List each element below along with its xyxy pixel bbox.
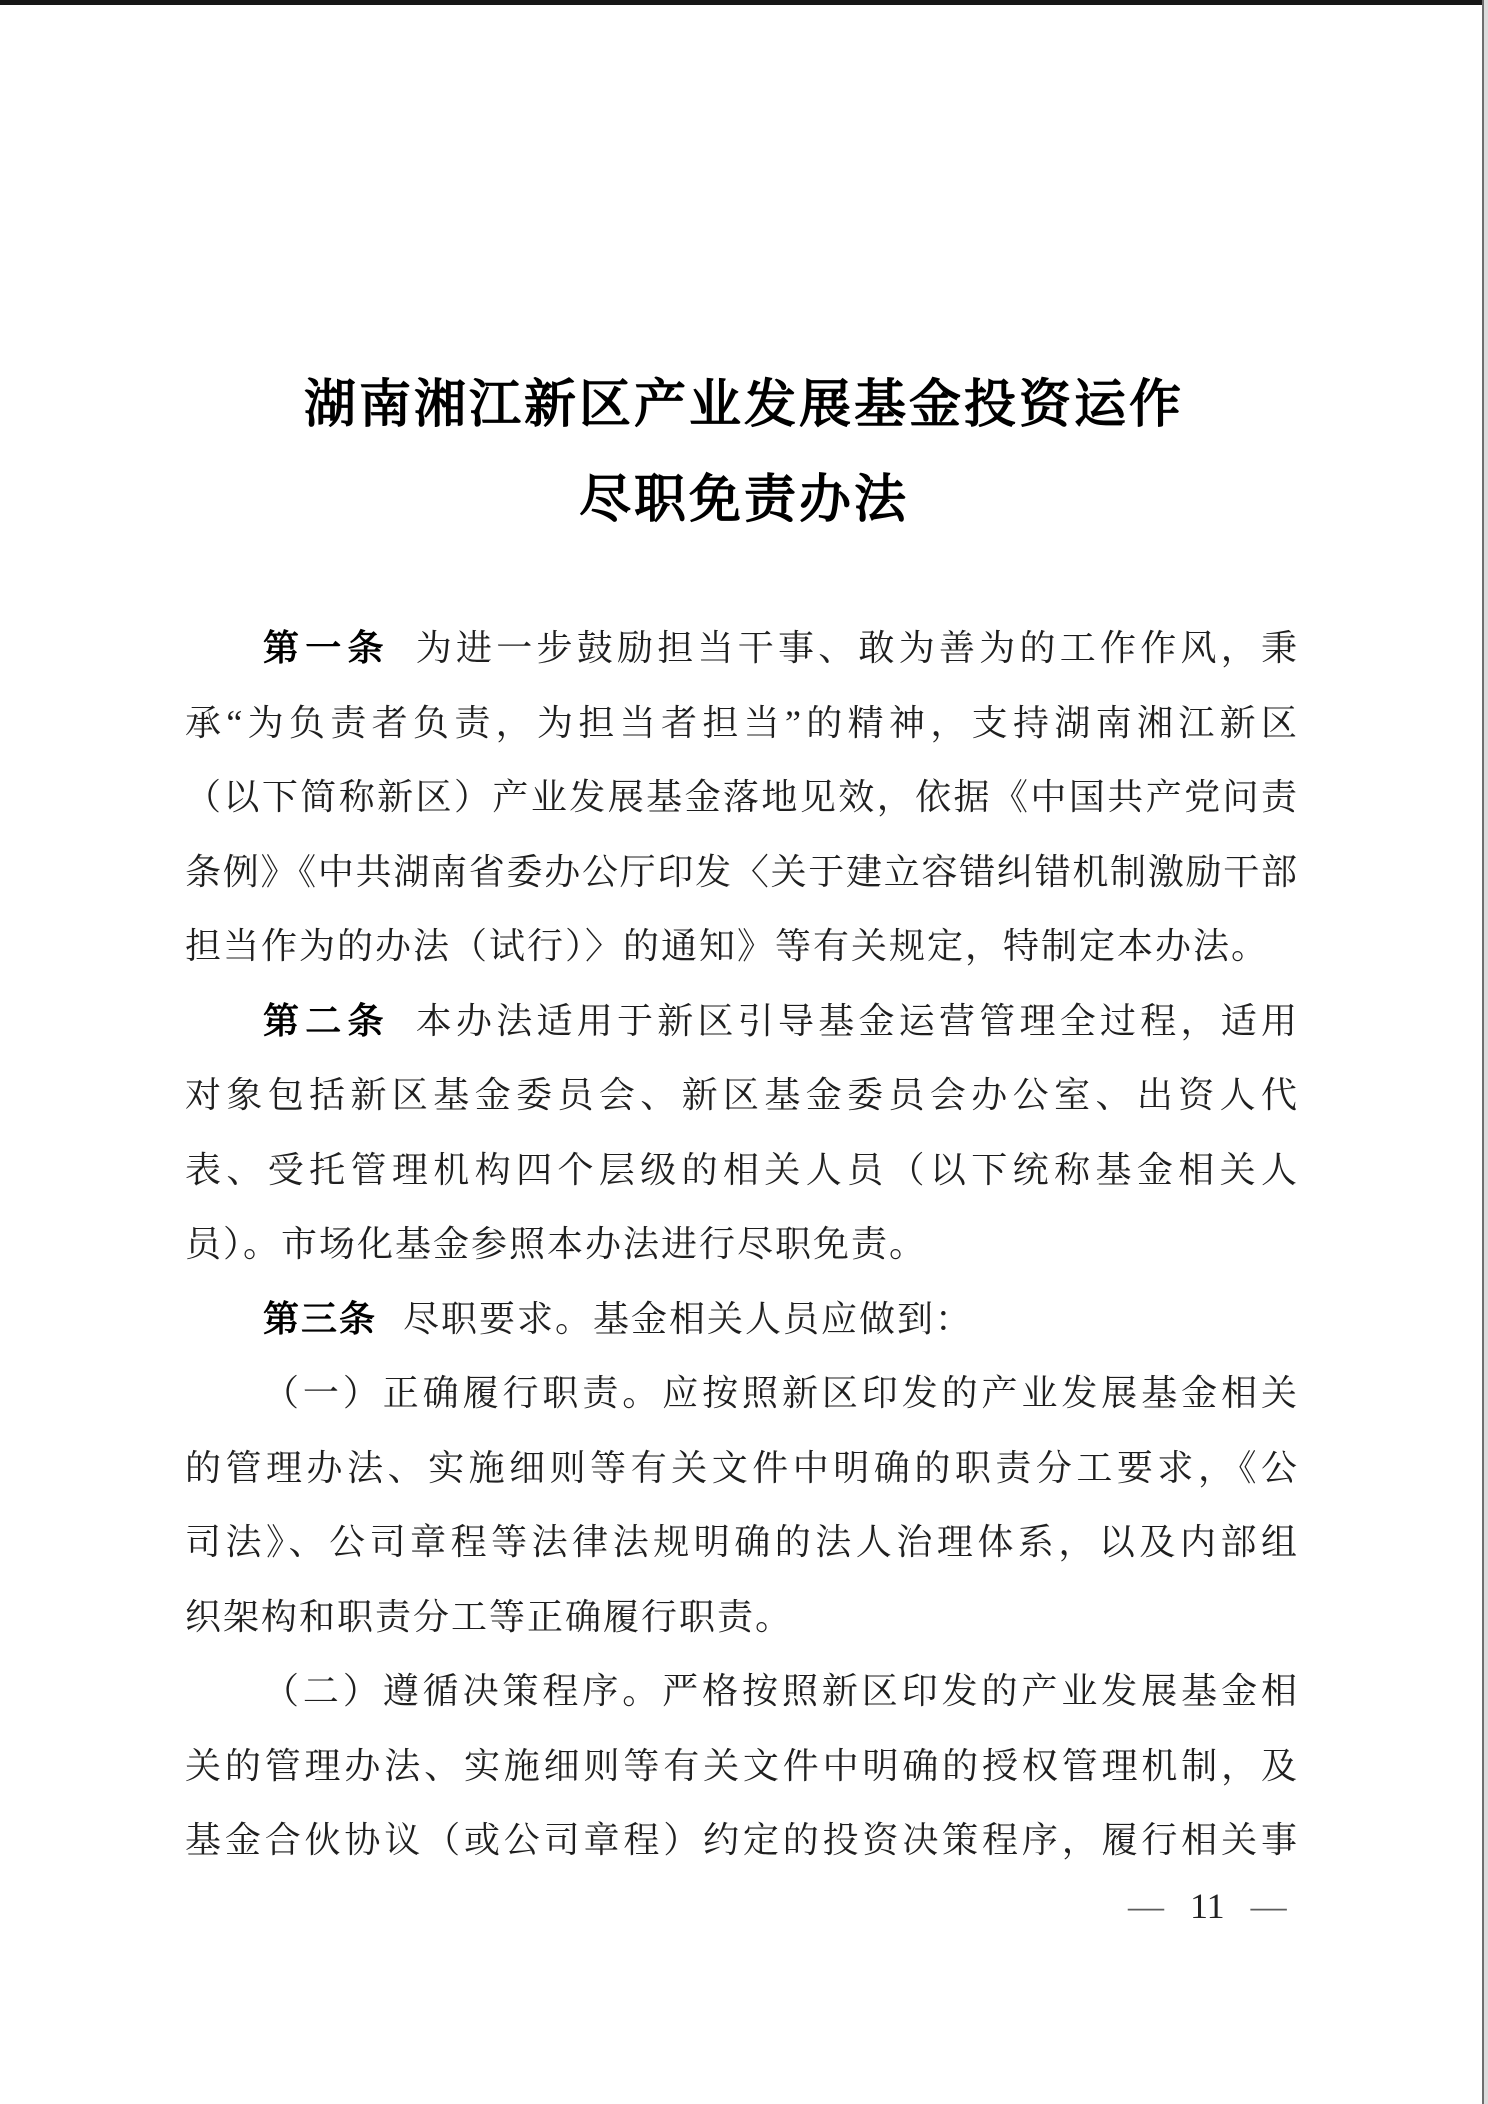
body-line-text: 表、受托管理机构四个层级的相关人员（以下统称基金相关人 [185, 1149, 1297, 1190]
scan-top-edge [0, 0, 1488, 5]
body-line [185, 1207, 1297, 1282]
body-line-text: （二）遵循决策程序。严格按照新区印发的产业发展基金相 [263, 1671, 1297, 1711]
body-line [185, 611, 1297, 686]
body-line [185, 1431, 1297, 1506]
body-line [185, 1729, 1297, 1804]
body-line [185, 1803, 1297, 1878]
title-line-1: 湖南湘江新区产业发展基金投资运作 [303, 377, 1184, 434]
article-number-label: 第一条 [263, 627, 390, 668]
body-line-text: 承“为负责者负责，为担当者担当”的精神，支持湖南湘江新区 [185, 702, 1297, 743]
page-number [1128, 1886, 1287, 1926]
document-body [185, 611, 1297, 1878]
body-line [185, 1580, 1297, 1655]
body-line [185, 1133, 1297, 1208]
body-line [185, 1505, 1297, 1580]
body-line-text: 织架构和职责分工等正确履行职责。 [185, 1596, 794, 1637]
body-line [185, 835, 1297, 910]
body-line-text: 关的管理办法、实施细则等有关文件中明确的授权管理机制，及 [185, 1745, 1297, 1786]
page-number-dash-right: — [1250, 1886, 1287, 1926]
body-line [185, 1282, 1297, 1357]
body-line [185, 686, 1297, 761]
body-line-text: 尽职要求。基金相关人员应做到： [403, 1298, 974, 1339]
body-line [185, 1058, 1297, 1133]
body-line-text: 司法》、公司章程等法律法规明确的法人治理体系，以及内部组 [185, 1522, 1297, 1562]
body-line-text: 的管理办法、实施细则等有关文件中明确的职责分工要求，《公 [185, 1447, 1297, 1488]
body-line [185, 984, 1297, 1059]
body-line-text: 对象包括新区基金委员会、新区基金委员会办公室、出资人代 [185, 1075, 1297, 1115]
article-number-label: 第三条 [263, 1297, 378, 1339]
body-line-text: 条例》《中共湖南省委办公厅印发〈关于建立容错纠错机制激励干部 [185, 851, 1297, 892]
article-number-label: 第二条 [263, 999, 390, 1041]
body-line-text: 员）。市场化基金参照本办法进行尽职免责。 [185, 1224, 928, 1264]
body-line-text: 担当作为的办法（试行）〉的通知》等有关规定，特制定本办法。 [185, 926, 1270, 966]
body-line-text: （一）正确履行职责。应按照新区印发的产业发展基金相关 [263, 1373, 1297, 1413]
body-line-text: 基金合伙协议（或公司章程）约定的投资决策程序，履行相关事 [185, 1820, 1297, 1860]
title-line-2: 尽职免责办法 [578, 472, 909, 529]
body-line-text: 为进一步鼓励担当干事、敢为善为的工作作风，秉 [415, 628, 1297, 668]
page-number-dash-left: — [1128, 1886, 1164, 1926]
page-number-value: 11 [1190, 1886, 1225, 1926]
body-line [185, 760, 1297, 835]
body-line [185, 909, 1297, 984]
body-line-text: （以下简称新区）产业发展基金落地见效，依据《中国共产党问责 [185, 777, 1297, 817]
scan-right-edge [1482, 0, 1488, 2104]
document-title [0, 358, 1488, 548]
body-line [185, 1654, 1297, 1729]
body-line-text: 本办法适用于新区引导基金运营管理全过程，适用 [415, 1000, 1297, 1041]
body-line [185, 1356, 1297, 1431]
